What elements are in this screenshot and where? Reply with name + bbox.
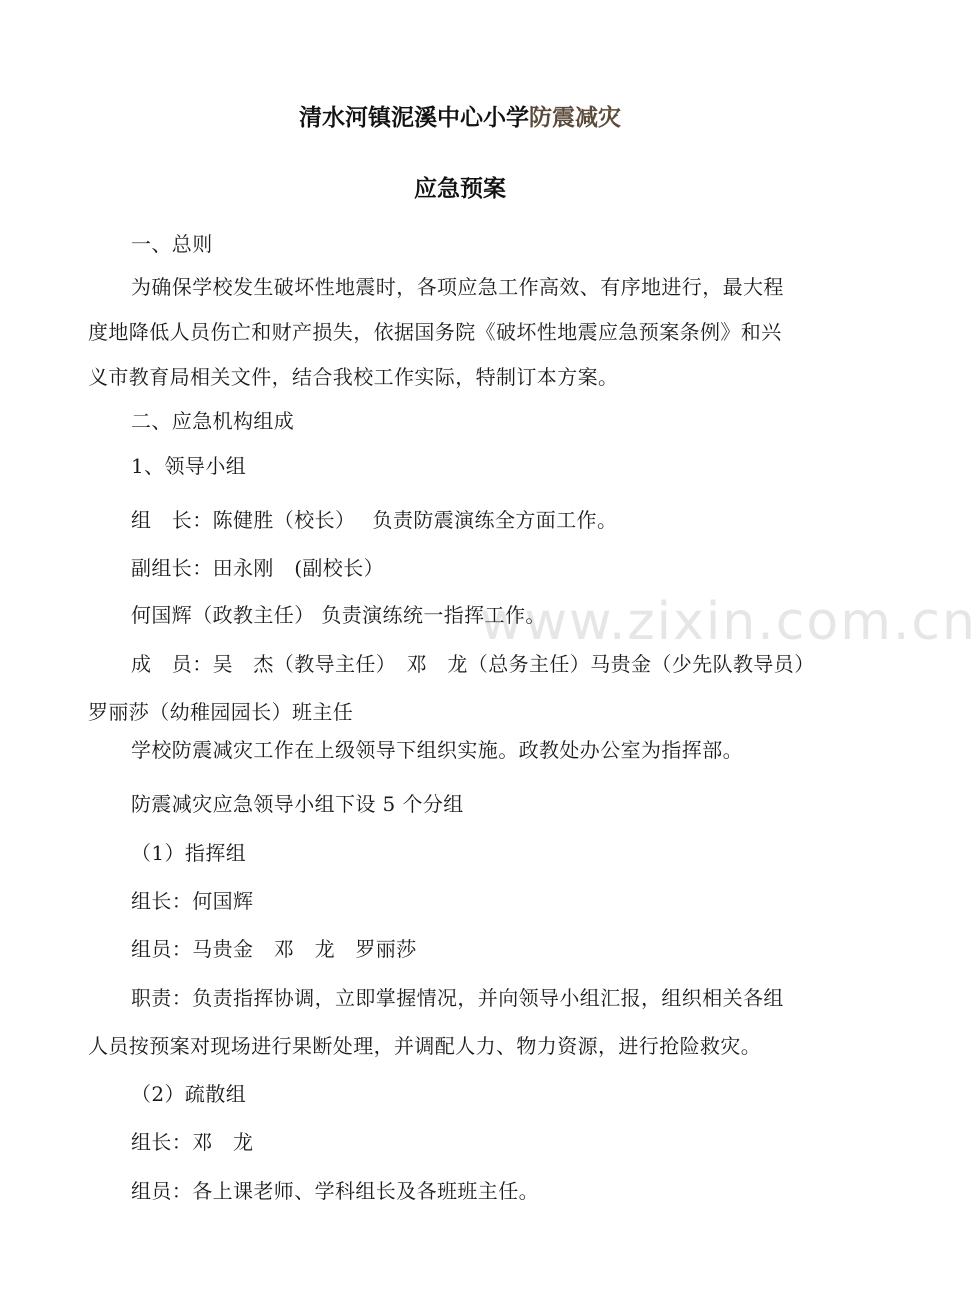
paragraph-line: 何国辉（政教主任） 负责演练统一指挥工作。 bbox=[131, 603, 546, 627]
paragraph-line: 组员：各上课老师、学科组长及各班班主任。 bbox=[131, 1179, 539, 1203]
title-accent: 防震减灾 bbox=[529, 105, 621, 131]
paragraph-line: 组员：马贵金 邓 龙 罗丽莎 bbox=[131, 937, 417, 961]
paragraph-line: 防震减灾应急领导小组下设 5 个分组 bbox=[131, 792, 464, 816]
paragraph-line: 职责：负责指挥协调，立即掌握情况，并向领导小组汇报，组织相关各组 bbox=[131, 986, 784, 1010]
subsection-heading-command: （1）指挥组 bbox=[131, 841, 247, 865]
paragraph-line: 度地降低人员伤亡和财产损失，依据国务院《破坏性地震应急预案条例》和兴 bbox=[88, 320, 782, 344]
paragraph-line: 学校防震减灾工作在上级领导下组织实施。政教处办公室为指挥部。 bbox=[131, 738, 743, 762]
paragraph-line: 罗丽莎（幼稚园园长）班主任 bbox=[88, 700, 354, 724]
paragraph-line: 组 长：陈健胜（校长） 负责防震演练全方面工作。 bbox=[131, 508, 618, 532]
title-main: 清水河镇泥溪中心小学 bbox=[299, 105, 529, 131]
paragraph-line: 组长：邓 龙 bbox=[131, 1130, 254, 1154]
paragraph-line: 义市教育局相关文件，结合我校工作实际，特制订本方案。 bbox=[88, 365, 619, 389]
watermark: www.zixin.com.cn bbox=[480, 592, 977, 652]
paragraph-line: 成 员：吴 杰（教导主任） 邓 龙（总务主任）马贵金（少先队教导员） bbox=[131, 652, 815, 676]
document-subtitle: 应急预案 bbox=[414, 176, 506, 202]
paragraph-line: 人员按预案对现场进行果断处理，并调配人力、物力资源，进行抢险救灾。 bbox=[88, 1034, 762, 1058]
section-heading-general: 一、总则 bbox=[131, 232, 213, 256]
subsection-heading-leadership: 1、领导小组 bbox=[131, 454, 247, 478]
paragraph-line: 组长：何国辉 bbox=[131, 889, 254, 913]
document-title bbox=[0, 99, 920, 132]
paragraph-line: 为确保学校发生破坏性地震时，各项应急工作高效、有序地进行，最大程 bbox=[131, 275, 784, 299]
paragraph-line: 副组长：田永刚 (副校长） bbox=[131, 556, 385, 580]
section-heading-organization: 二、应急机构组成 bbox=[131, 409, 295, 433]
subsection-heading-evacuation: （2）疏散组 bbox=[131, 1082, 247, 1106]
